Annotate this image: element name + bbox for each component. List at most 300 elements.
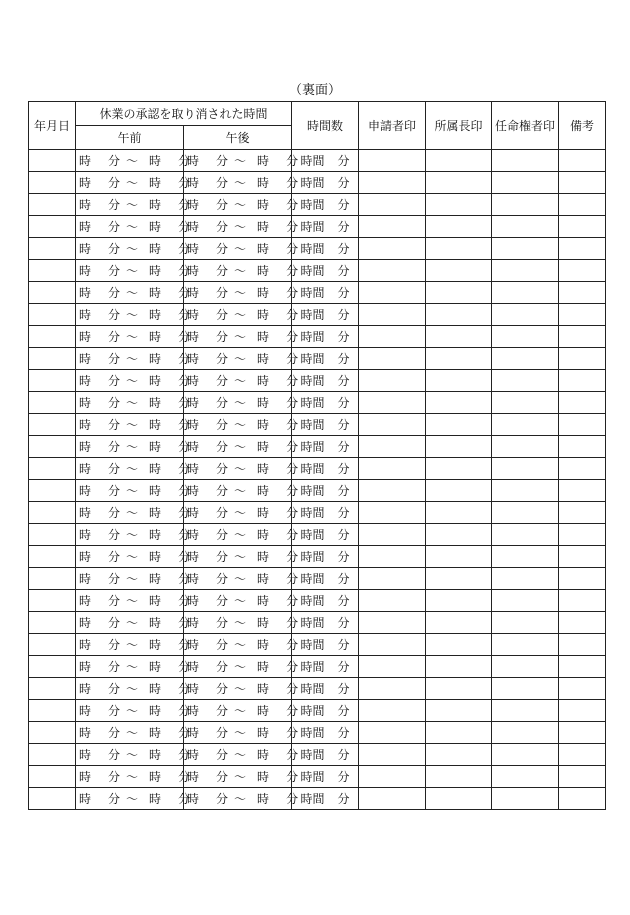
am-time-cell[interactable] [76, 326, 191, 348]
hours-cell[interactable] [292, 348, 359, 370]
dept-head-seal-cell[interactable] [426, 194, 492, 216]
hours-cell[interactable] [292, 766, 359, 788]
appointer-seal-cell[interactable] [492, 722, 559, 744]
applicant-seal-cell[interactable] [359, 788, 426, 810]
appointer-seal-cell[interactable] [492, 612, 559, 634]
applicant-seal-cell[interactable] [359, 634, 426, 656]
am-time-cell[interactable] [76, 150, 191, 172]
am-time-cell[interactable] [76, 414, 191, 436]
date-cell[interactable] [29, 392, 76, 414]
pm-time-cell[interactable] [184, 590, 299, 612]
pm-time-cell[interactable] [184, 436, 299, 458]
hours-cell[interactable] [292, 216, 359, 238]
remarks-cell[interactable] [559, 612, 606, 634]
dept-head-seal-cell[interactable] [426, 766, 492, 788]
hours-cell[interactable] [292, 326, 359, 348]
hours-cell[interactable] [292, 788, 359, 810]
appointer-seal-cell[interactable] [492, 458, 559, 480]
remarks-cell[interactable] [559, 678, 606, 700]
am-time-cell[interactable] [76, 348, 191, 370]
appointer-seal-cell[interactable] [492, 150, 559, 172]
remarks-cell[interactable] [559, 590, 606, 612]
minute-unit: 分 [108, 220, 121, 234]
appointer-seal-cell[interactable] [492, 590, 559, 612]
pm-time-cell[interactable] [184, 656, 299, 678]
hour-unit: 時 [149, 176, 162, 190]
hour-unit: 時 [187, 286, 200, 300]
hour-unit: 時 [187, 550, 200, 564]
hours-cell[interactable] [292, 590, 359, 612]
header-hours: 時間数 [292, 102, 359, 150]
date-cell[interactable] [29, 766, 76, 788]
applicant-seal-cell[interactable] [359, 524, 426, 546]
appointer-seal-cell[interactable] [492, 546, 559, 568]
applicant-seal-cell[interactable] [359, 370, 426, 392]
dept-head-seal-cell[interactable] [426, 150, 492, 172]
minute-unit: 分 [337, 418, 350, 432]
date-cell[interactable] [29, 260, 76, 282]
minute-unit: 分 [337, 308, 350, 322]
appointer-seal-cell[interactable] [492, 304, 559, 326]
remarks-cell[interactable] [559, 194, 606, 216]
am-time-cell[interactable] [76, 436, 191, 458]
am-time-cell[interactable] [76, 392, 191, 414]
applicant-seal-cell[interactable] [359, 458, 426, 480]
pm-time-cell[interactable] [184, 150, 299, 172]
dept-head-seal-cell[interactable] [426, 722, 492, 744]
pm-time-cell[interactable] [184, 480, 299, 502]
hours-cell[interactable] [292, 260, 359, 282]
dept-head-seal-cell[interactable] [426, 502, 492, 524]
hour-count-unit: 時間 [300, 440, 325, 454]
dept-head-seal-cell[interactable] [426, 480, 492, 502]
remarks-cell[interactable] [559, 436, 606, 458]
appointer-seal-cell[interactable] [492, 678, 559, 700]
appointer-seal-cell[interactable] [492, 656, 559, 678]
hours-cell[interactable] [292, 700, 359, 722]
applicant-seal-cell[interactable] [359, 590, 426, 612]
pm-time-cell[interactable] [184, 678, 299, 700]
pm-time-cell[interactable] [184, 304, 299, 326]
applicant-seal-cell[interactable] [359, 260, 426, 282]
applicant-seal-cell[interactable] [359, 480, 426, 502]
dept-head-seal-cell[interactable] [426, 656, 492, 678]
pm-time-cell[interactable] [184, 326, 299, 348]
hour-count-unit: 時間 [300, 550, 325, 564]
applicant-seal-cell[interactable] [359, 766, 426, 788]
am-time-cell[interactable] [76, 634, 191, 656]
date-cell[interactable] [29, 458, 76, 480]
hours-cell[interactable] [292, 568, 359, 590]
minute-unit: 分 [178, 726, 191, 740]
am-time-cell[interactable] [76, 370, 191, 392]
hours-cell[interactable] [292, 502, 359, 524]
date-cell[interactable] [29, 326, 76, 348]
pm-time-cell[interactable] [184, 370, 299, 392]
dept-head-seal-cell[interactable] [426, 392, 492, 414]
minute-unit: 分 [216, 506, 229, 520]
hour-unit: 時 [257, 374, 270, 388]
hour-unit: 時 [79, 572, 92, 586]
dept-head-seal-cell[interactable] [426, 348, 492, 370]
remarks-cell[interactable] [559, 348, 606, 370]
applicant-seal-cell[interactable] [359, 678, 426, 700]
hours-cell[interactable] [292, 392, 359, 414]
hour-unit: 時 [257, 484, 270, 498]
applicant-seal-cell[interactable] [359, 656, 426, 678]
hours-cell[interactable] [292, 370, 359, 392]
dept-head-seal-cell[interactable] [426, 678, 492, 700]
pm-time-cell[interactable] [184, 612, 299, 634]
date-cell[interactable] [29, 590, 76, 612]
remarks-cell[interactable] [559, 766, 606, 788]
remarks-cell[interactable] [559, 370, 606, 392]
date-cell[interactable] [29, 480, 76, 502]
range-tilde: 〜 [126, 308, 139, 322]
dept-head-seal-cell[interactable] [426, 216, 492, 238]
dept-head-seal-cell[interactable] [426, 700, 492, 722]
remarks-cell[interactable] [559, 414, 606, 436]
date-cell[interactable] [29, 502, 76, 524]
dept-head-seal-cell[interactable] [426, 326, 492, 348]
appointer-seal-cell[interactable] [492, 568, 559, 590]
am-time-cell[interactable] [76, 480, 191, 502]
am-time-cell[interactable] [76, 744, 191, 766]
range-tilde: 〜 [234, 264, 247, 278]
remarks-cell[interactable] [559, 282, 606, 304]
minute-unit: 分 [286, 682, 299, 696]
remarks-cell[interactable] [559, 546, 606, 568]
appointer-seal-cell[interactable] [492, 634, 559, 656]
appointer-seal-cell[interactable] [492, 238, 559, 260]
remarks-cell[interactable] [559, 458, 606, 480]
minute-unit: 分 [286, 594, 299, 608]
applicant-seal-cell[interactable] [359, 172, 426, 194]
am-time-cell[interactable] [76, 568, 191, 590]
hour-unit: 時 [257, 660, 270, 674]
pm-time-cell[interactable] [184, 524, 299, 546]
appointer-seal-cell[interactable] [492, 524, 559, 546]
dept-head-seal-cell[interactable] [426, 436, 492, 458]
pm-time-cell[interactable] [184, 172, 299, 194]
am-time-cell[interactable] [76, 502, 191, 524]
appointer-seal-cell[interactable] [492, 502, 559, 524]
hours-cell[interactable] [292, 172, 359, 194]
hours-cell[interactable] [292, 436, 359, 458]
remarks-cell[interactable] [559, 788, 606, 810]
hours-cell[interactable] [292, 678, 359, 700]
pm-time-cell[interactable] [184, 546, 299, 568]
hour-unit: 時 [149, 374, 162, 388]
date-cell[interactable] [29, 634, 76, 656]
applicant-seal-cell[interactable] [359, 502, 426, 524]
appointer-seal-cell[interactable] [492, 480, 559, 502]
hour-unit: 時 [79, 242, 92, 256]
appointer-seal-cell[interactable] [492, 194, 559, 216]
date-cell[interactable] [29, 370, 76, 392]
applicant-seal-cell[interactable] [359, 568, 426, 590]
dept-head-seal-cell[interactable] [426, 590, 492, 612]
appointer-seal-cell[interactable] [492, 766, 559, 788]
hour-unit: 時 [187, 660, 200, 674]
date-cell[interactable] [29, 436, 76, 458]
hours-cell[interactable] [292, 414, 359, 436]
date-cell[interactable] [29, 238, 76, 260]
dept-head-seal-cell[interactable] [426, 744, 492, 766]
am-time-cell[interactable] [76, 590, 191, 612]
dept-head-seal-cell[interactable] [426, 788, 492, 810]
date-cell[interactable] [29, 678, 76, 700]
minute-unit: 分 [178, 660, 191, 674]
minute-unit: 分 [108, 704, 121, 718]
remarks-cell[interactable] [559, 392, 606, 414]
pm-time-cell[interactable] [184, 392, 299, 414]
appointer-seal-cell[interactable] [492, 216, 559, 238]
range-tilde: 〜 [126, 330, 139, 344]
am-time-cell[interactable] [76, 238, 191, 260]
dept-head-seal-cell[interactable] [426, 568, 492, 590]
date-cell[interactable] [29, 700, 76, 722]
hours-cell[interactable] [292, 304, 359, 326]
hours-cell[interactable] [292, 634, 359, 656]
applicant-seal-cell[interactable] [359, 282, 426, 304]
pm-time-cell[interactable] [184, 348, 299, 370]
minute-unit: 分 [108, 352, 121, 366]
applicant-seal-cell[interactable] [359, 348, 426, 370]
dept-head-seal-cell[interactable] [426, 370, 492, 392]
minute-unit: 分 [337, 550, 350, 564]
range-tilde: 〜 [234, 440, 247, 454]
remarks-cell[interactable] [559, 722, 606, 744]
dept-head-seal-cell[interactable] [426, 260, 492, 282]
hour-count-unit: 時間 [300, 374, 325, 388]
applicant-seal-cell[interactable] [359, 546, 426, 568]
remarks-cell[interactable] [559, 744, 606, 766]
dept-head-seal-cell[interactable] [426, 634, 492, 656]
pm-time-cell[interactable] [184, 260, 299, 282]
date-cell[interactable] [29, 172, 76, 194]
appointer-seal-cell[interactable] [492, 744, 559, 766]
date-cell[interactable] [29, 656, 76, 678]
remarks-cell[interactable] [559, 656, 606, 678]
hours-cell[interactable] [292, 238, 359, 260]
minute-unit: 分 [108, 528, 121, 542]
dept-head-seal-cell[interactable] [426, 524, 492, 546]
applicant-seal-cell[interactable] [359, 392, 426, 414]
hour-unit: 時 [187, 154, 200, 168]
minute-unit: 分 [286, 220, 299, 234]
date-cell[interactable] [29, 524, 76, 546]
pm-time-cell[interactable] [184, 194, 299, 216]
minute-unit: 分 [286, 462, 299, 476]
hour-unit: 時 [149, 726, 162, 740]
applicant-seal-cell[interactable] [359, 436, 426, 458]
pm-time-cell[interactable] [184, 414, 299, 436]
remarks-cell[interactable] [559, 480, 606, 502]
am-time-cell[interactable] [76, 260, 191, 282]
am-time-cell[interactable] [76, 678, 191, 700]
appointer-seal-cell[interactable] [492, 436, 559, 458]
applicant-seal-cell[interactable] [359, 414, 426, 436]
remarks-cell[interactable] [559, 502, 606, 524]
remarks-cell[interactable] [559, 634, 606, 656]
dept-head-seal-cell[interactable] [426, 282, 492, 304]
hours-cell[interactable] [292, 194, 359, 216]
applicant-seal-cell[interactable] [359, 304, 426, 326]
dept-head-seal-cell[interactable] [426, 304, 492, 326]
dept-head-seal-cell[interactable] [426, 172, 492, 194]
appointer-seal-cell[interactable] [492, 700, 559, 722]
appointer-seal-cell[interactable] [492, 348, 559, 370]
pm-time-cell[interactable] [184, 568, 299, 590]
am-time-cell[interactable] [76, 546, 191, 568]
appointer-seal-cell[interactable] [492, 172, 559, 194]
applicant-seal-cell[interactable] [359, 194, 426, 216]
applicant-seal-cell[interactable] [359, 150, 426, 172]
pm-time-cell[interactable] [184, 744, 299, 766]
am-time-cell[interactable] [76, 766, 191, 788]
am-time-cell[interactable] [76, 656, 191, 678]
hour-unit: 時 [187, 352, 200, 366]
hour-unit: 時 [257, 352, 270, 366]
appointer-seal-cell[interactable] [492, 414, 559, 436]
hour-unit: 時 [187, 506, 200, 520]
am-time-cell[interactable] [76, 282, 191, 304]
remarks-cell[interactable] [559, 260, 606, 282]
hour-unit: 時 [187, 792, 200, 806]
applicant-seal-cell[interactable] [359, 216, 426, 238]
remarks-cell[interactable] [559, 524, 606, 546]
minute-unit: 分 [337, 440, 350, 454]
date-cell[interactable] [29, 546, 76, 568]
appointer-seal-cell[interactable] [492, 370, 559, 392]
date-cell[interactable] [29, 194, 76, 216]
table-row [29, 480, 606, 502]
hours-cell[interactable] [292, 722, 359, 744]
remarks-cell[interactable] [559, 326, 606, 348]
table-row [29, 414, 606, 436]
appointer-seal-cell[interactable] [492, 260, 559, 282]
am-time-cell[interactable] [76, 172, 191, 194]
minute-unit: 分 [337, 792, 350, 806]
hours-cell[interactable] [292, 524, 359, 546]
dept-head-seal-cell[interactable] [426, 458, 492, 480]
pm-time-cell[interactable] [184, 788, 299, 810]
hours-cell[interactable] [292, 612, 359, 634]
pm-time-cell[interactable] [184, 634, 299, 656]
hours-cell[interactable] [292, 744, 359, 766]
appointer-seal-cell[interactable] [492, 788, 559, 810]
dept-head-seal-cell[interactable] [426, 612, 492, 634]
am-time-cell[interactable] [76, 612, 191, 634]
range-tilde: 〜 [126, 726, 139, 740]
appointer-seal-cell[interactable] [492, 282, 559, 304]
applicant-seal-cell[interactable] [359, 722, 426, 744]
remarks-cell[interactable] [559, 150, 606, 172]
date-cell[interactable] [29, 722, 76, 744]
applicant-seal-cell[interactable] [359, 238, 426, 260]
hours-cell[interactable] [292, 150, 359, 172]
date-cell[interactable] [29, 348, 76, 370]
hours-cell[interactable] [292, 480, 359, 502]
am-time-cell[interactable] [76, 458, 191, 480]
am-time-cell[interactable] [76, 524, 191, 546]
remarks-cell[interactable] [559, 700, 606, 722]
date-cell[interactable] [29, 304, 76, 326]
appointer-seal-cell[interactable] [492, 392, 559, 414]
range-tilde: 〜 [126, 242, 139, 256]
pm-time-cell[interactable] [184, 458, 299, 480]
am-time-cell[interactable] [76, 722, 191, 744]
hours-cell[interactable] [292, 282, 359, 304]
date-cell[interactable] [29, 282, 76, 304]
range-tilde: 〜 [126, 154, 139, 168]
hour-unit: 時 [79, 616, 92, 630]
pm-time-cell[interactable] [184, 216, 299, 238]
appointer-seal-cell[interactable] [492, 326, 559, 348]
dept-head-seal-cell[interactable] [426, 238, 492, 260]
minute-unit: 分 [108, 660, 121, 674]
hour-unit: 時 [79, 396, 92, 410]
dept-head-seal-cell[interactable] [426, 546, 492, 568]
minute-unit: 分 [216, 198, 229, 212]
minute-unit: 分 [178, 462, 191, 476]
applicant-seal-cell[interactable] [359, 700, 426, 722]
pm-time-cell[interactable] [184, 282, 299, 304]
minute-unit: 分 [286, 176, 299, 190]
date-cell[interactable] [29, 414, 76, 436]
minute-unit: 分 [337, 396, 350, 410]
am-time-cell[interactable] [76, 700, 191, 722]
range-tilde: 〜 [126, 374, 139, 388]
date-cell[interactable] [29, 788, 76, 810]
date-cell[interactable] [29, 216, 76, 238]
range-tilde: 〜 [126, 682, 139, 696]
pm-time-cell[interactable] [184, 722, 299, 744]
remarks-cell[interactable] [559, 568, 606, 590]
remarks-cell[interactable] [559, 172, 606, 194]
am-time-cell[interactable] [76, 216, 191, 238]
hour-unit: 時 [79, 418, 92, 432]
remarks-cell[interactable] [559, 216, 606, 238]
am-time-cell[interactable] [76, 194, 191, 216]
pm-time-cell[interactable] [184, 502, 299, 524]
am-time-cell[interactable] [76, 788, 191, 810]
remarks-cell[interactable] [559, 238, 606, 260]
pm-time-cell[interactable] [184, 238, 299, 260]
table-row [29, 766, 606, 788]
date-cell[interactable] [29, 568, 76, 590]
hours-cell[interactable] [292, 458, 359, 480]
applicant-seal-cell[interactable] [359, 744, 426, 766]
remarks-cell[interactable] [559, 304, 606, 326]
pm-time-cell[interactable] [184, 766, 299, 788]
applicant-seal-cell[interactable] [359, 326, 426, 348]
hour-count-unit: 時間 [300, 352, 325, 366]
hour-unit: 時 [79, 660, 92, 674]
date-cell[interactable] [29, 744, 76, 766]
hours-cell[interactable] [292, 546, 359, 568]
applicant-seal-cell[interactable] [359, 612, 426, 634]
range-tilde: 〜 [234, 528, 247, 542]
am-time-cell[interactable] [76, 304, 191, 326]
hour-unit: 時 [149, 572, 162, 586]
date-cell[interactable] [29, 612, 76, 634]
pm-time-cell[interactable] [184, 700, 299, 722]
date-cell[interactable] [29, 150, 76, 172]
hours-cell[interactable] [292, 656, 359, 678]
dept-head-seal-cell[interactable] [426, 414, 492, 436]
